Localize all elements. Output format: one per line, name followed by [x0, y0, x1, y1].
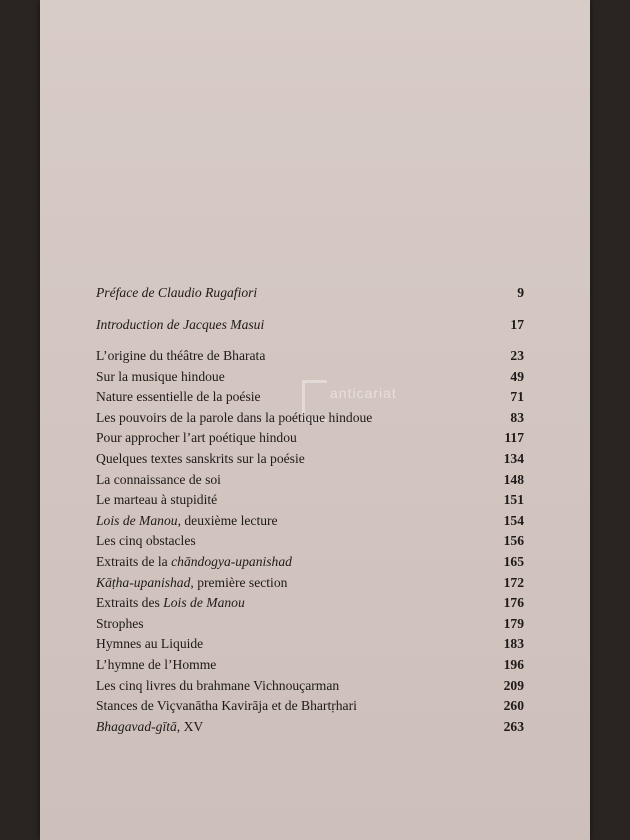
toc-entry: [96, 593, 524, 614]
toc-entry-page: 23: [510, 348, 524, 363]
toc-entry-page: 117: [504, 430, 524, 446]
toc-entry-page: 179: [503, 615, 524, 631]
toc-entry: [96, 449, 524, 470]
toc-title-part: Préface de Claudio Rugafiori: [96, 285, 258, 300]
toc-entry-title: [96, 573, 287, 594]
toc-title-part: , deuxième lecture: [177, 512, 278, 528]
toc-title-part: Extraits des: [96, 595, 164, 611]
toc-entry-title: [96, 531, 196, 552]
toc-title-part: Lois de Manou: [163, 595, 245, 611]
toc-entry-page: 209: [503, 677, 524, 693]
toc-title-part: Kāṭha-upanishad: [96, 574, 191, 590]
toc-title-part: Les cinq obstacles: [96, 533, 196, 549]
toc-title-part: L’origine du théâtre de Bharata: [96, 348, 266, 363]
toc-entry-title: [96, 314, 264, 336]
toc-entry: [96, 314, 524, 336]
toc-entry-page: 154: [503, 512, 524, 528]
toc-title-part: Le marteau à stupidité: [96, 492, 218, 508]
toc-entry-page: 196: [503, 656, 524, 672]
toc-entry-page: 71: [510, 389, 524, 405]
toc-entry: [96, 408, 524, 429]
toc-entry-title: [96, 634, 203, 655]
toc-title-part: L’hymne de l’Homme: [96, 656, 217, 672]
toc-title-part: chāndogya-upanishad: [171, 553, 292, 569]
toc-entry: [96, 696, 524, 717]
toc-entry-title: [96, 346, 265, 367]
toc-title-part: Lois de Manou: [96, 512, 178, 528]
toc-entry-page: 9: [517, 285, 524, 300]
toc-entry-page: 83: [510, 409, 524, 425]
toc-entry-page: 49: [510, 368, 524, 384]
toc-entry: [96, 367, 524, 388]
toc-title-part: Bhagavad-gītā: [96, 718, 177, 734]
toc-entry-title: [96, 428, 297, 449]
table-of-contents: [96, 282, 524, 737]
toc-entry-title: [96, 490, 217, 511]
watermark-text: anticariat: [330, 385, 397, 401]
toc-entry: [96, 634, 524, 655]
toc-entry-title: [96, 367, 225, 388]
toc-entry-title: [96, 552, 292, 573]
toc-entry-page: 17: [510, 317, 524, 332]
toc-entry: [96, 531, 524, 552]
toc-entry-title: [96, 717, 203, 738]
toc-title-part: Stances de Viçvanātha Kavirāja et de Bhartṛhari: [96, 698, 357, 714]
toc-title-part: Les pouvoirs de la parole dans la poétique hindoue: [96, 409, 373, 425]
toc-entry-page: 151: [503, 492, 524, 508]
toc-entry-page: 134: [503, 450, 524, 466]
toc-entry-title: [96, 696, 357, 717]
toc-entry-page: 260: [503, 698, 524, 714]
toc-title-part: Extraits de la: [96, 553, 172, 569]
toc-entry-page: 176: [503, 595, 524, 611]
toc-entry: [96, 614, 524, 635]
toc-entry-page: 172: [503, 574, 524, 590]
toc-title-part: Sur la musique hindoue: [96, 368, 225, 384]
toc-title-part: , XV: [176, 718, 204, 734]
toc-entry: [96, 490, 524, 511]
toc-entry-title: [96, 655, 216, 676]
toc-entry: [96, 676, 524, 697]
toc-entry-page: 156: [503, 533, 524, 549]
toc-title-part: Les cinq livres du brahmane Vichnouçarman: [96, 677, 340, 693]
toc-entry-title: [96, 511, 278, 532]
toc-title-part: Introduction de Jacques Masui: [96, 317, 265, 332]
toc-entry: [96, 428, 524, 449]
toc-entry-title: [96, 408, 372, 429]
toc-entry: [96, 470, 524, 491]
toc-entry-title: [96, 282, 257, 304]
toc-entry-page: 263: [503, 718, 524, 734]
toc-title-part: , première section: [190, 574, 288, 590]
toc-entry: [96, 552, 524, 573]
toc-entry: [96, 387, 524, 408]
toc-entry-page: 165: [503, 553, 524, 569]
toc-entry: [96, 717, 524, 738]
toc-entry-title: [96, 593, 245, 614]
toc-title-part: La connaissance de soi: [96, 471, 221, 487]
toc-title-part: Pour approcher l’art poétique hindou: [96, 430, 297, 446]
toc-entry: [96, 655, 524, 676]
toc-entry: [96, 511, 524, 532]
toc-title-part: Quelques textes sanskrits sur la poésie: [96, 450, 305, 466]
toc-entry-title: [96, 614, 144, 635]
toc-entry-title: [96, 470, 221, 491]
toc-entry-title: [96, 387, 261, 408]
toc-title-part: Strophes: [96, 615, 144, 631]
toc-entry: [96, 573, 524, 594]
toc-title-part: Hymnes au Liquide: [96, 636, 204, 652]
toc-entry-title: [96, 449, 305, 470]
toc-entry: [96, 282, 524, 304]
toc-entry-page: 148: [503, 471, 524, 487]
toc-entry-title: [96, 676, 339, 697]
toc-entry: [96, 346, 524, 367]
toc-entry-page: 183: [503, 636, 524, 652]
toc-title-part: Nature essentielle de la poésie: [96, 389, 261, 405]
